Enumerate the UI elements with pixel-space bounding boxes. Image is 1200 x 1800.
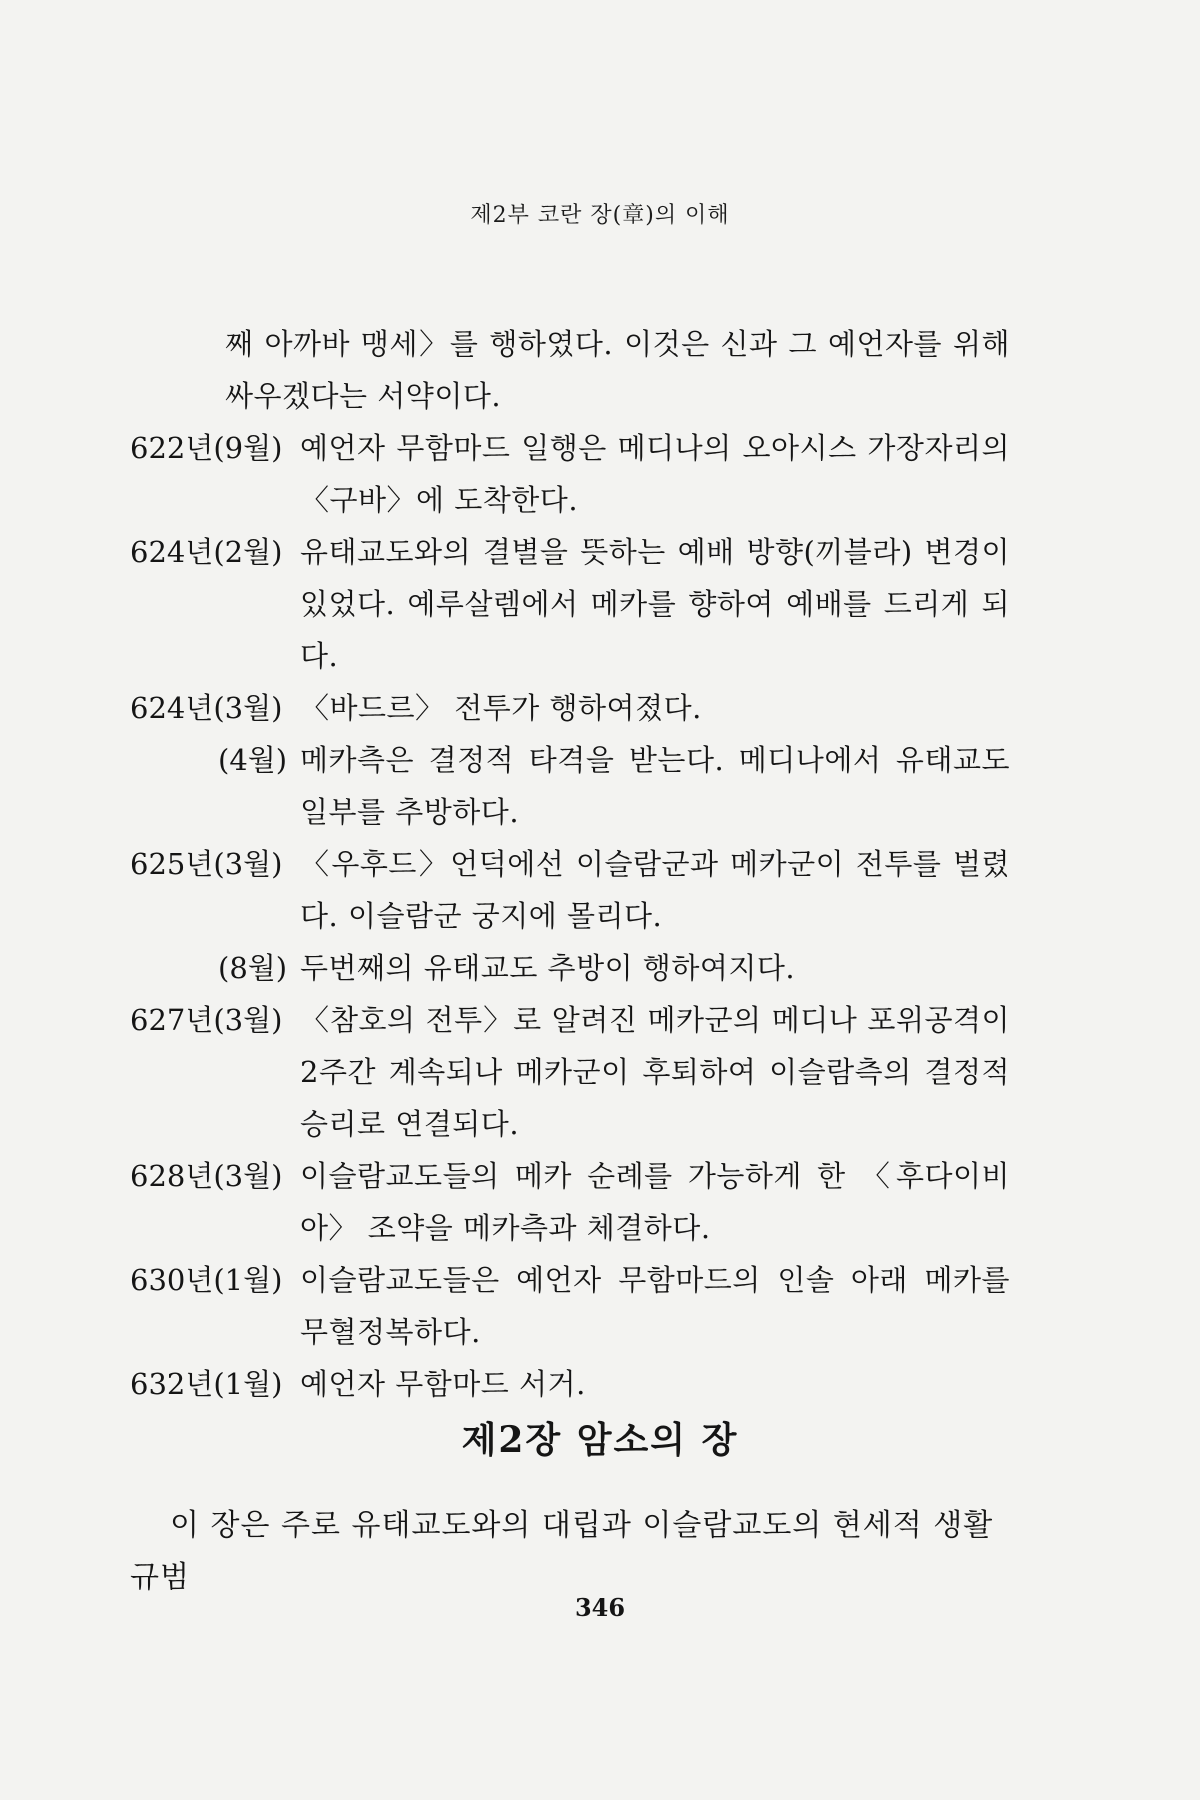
timeline-entry	[130, 526, 1010, 682]
entry-text: 예언자 무함마드 서거.	[300, 1367, 586, 1401]
timeline-entry	[130, 942, 1010, 994]
entry-text: 이슬람교도들의 메카 순례를 가능하게 한 〈후다이비아〉 조약을 메카측과 체결하다.	[300, 1159, 1010, 1245]
entry-date: 622년(9월)	[130, 431, 283, 465]
entry-text: 예언자 무함마드 일행은 메디나의 오아시스 가장자리의 〈구바〉에 도착한다.	[300, 431, 1010, 517]
entry-text: 〈바드르〉 전투가 행하여졌다.	[300, 691, 702, 725]
entry-date: 624년(2월)	[130, 535, 283, 569]
timeline-entry	[130, 1254, 1010, 1358]
page-number: 346	[574, 1593, 626, 1622]
timeline-entry	[130, 994, 1010, 1150]
timeline-entry	[130, 682, 1010, 734]
timeline-entry	[130, 1358, 1010, 1410]
timeline-entry	[130, 734, 1010, 838]
entry-date: 628년(3월)	[130, 1159, 283, 1193]
entry-date: (4월)	[218, 743, 288, 777]
entry-text: 메카측은 결정적 타격을 받는다. 메디나에서 유태교도 일부를 추방하다.	[300, 743, 1010, 829]
entry-text: 유태교도와의 결별을 뜻하는 예배 방향(끼블라) 변경이 있었다. 예루살렘에서 메카를 향하여 예배를 드리게 되다.	[300, 535, 1010, 673]
entry-text: 〈참호의 전투〉로 알려진 메카군의 메디나 포위공격이 2주간 계속되나 메카군이 후퇴하여 이슬람측의 결정적 승리로 연결되다.	[300, 1003, 1010, 1141]
entry-date: (8월)	[218, 951, 288, 985]
entry-text: 이슬람교도들은 예언자 무함마드의 인솔 아래 메카를 무혈정복하다.	[300, 1263, 1010, 1349]
timeline-entry	[130, 838, 1010, 942]
chapter-intro: 이 장은 주로 유태교도와의 대립과 이슬람교도의 현세적 생활규범	[130, 1508, 994, 1595]
entry-date: 632년(1월)	[130, 1367, 283, 1401]
timeline-entry	[130, 1150, 1010, 1254]
timeline-body	[130, 318, 1010, 1410]
continuation-text: 째 아까바 맹세〉를 행하였다. 이것은 신과 그 예언자를 위해 싸우겠다는 서약이다.	[225, 327, 1010, 413]
timeline-continuation	[130, 318, 1010, 422]
running-head: 제2부 코란 장(章)의 이해	[470, 203, 730, 228]
entry-date: 627년(3월)	[130, 1003, 283, 1037]
timeline-entry	[130, 422, 1010, 526]
entry-text: 〈우후드〉언덕에선 이슬람군과 메카군이 전투를 벌렸다. 이슬람군 궁지에 몰리다.	[300, 847, 1010, 933]
entry-date: 624년(3월)	[130, 691, 283, 725]
entry-text: 두번째의 유태교도 추방이 행하여지다.	[300, 951, 796, 985]
entry-date: 630년(1월)	[130, 1263, 283, 1297]
entry-date: 625년(3월)	[130, 847, 283, 881]
chapter-heading: 제2장 암소의 장	[461, 1419, 739, 1461]
